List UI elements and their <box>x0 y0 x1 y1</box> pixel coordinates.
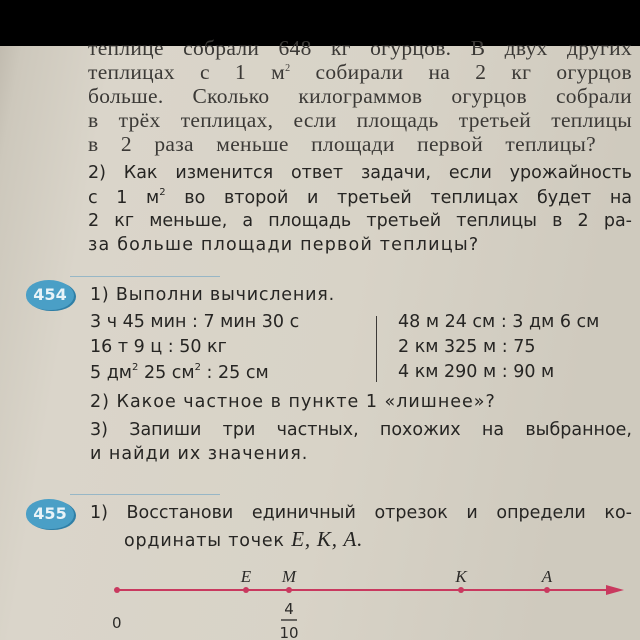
text-line <box>88 187 632 208</box>
superscript: 2 <box>132 362 139 373</box>
expression <box>90 362 269 383</box>
fraction-denominator: 10 <box>279 624 299 640</box>
divider <box>70 494 220 495</box>
expression: 2 км 325 м : 75 <box>398 337 536 357</box>
task-3: 3) Запиши три частных, похожих на выбранное, <box>90 420 632 440</box>
point-m <box>286 587 292 593</box>
point-label-k: K <box>455 567 467 586</box>
point-label-e: E <box>240 567 252 586</box>
text-fragment: во второй и третьей теплицах будет на <box>184 188 632 208</box>
text-line: 2) Как изменится ответ задачи, если урожайность <box>88 163 632 183</box>
expression: 3 ч 45 мин : 7 мин 30 с <box>90 312 300 332</box>
point-label-m: M <box>281 567 297 586</box>
superscript: 2 <box>194 362 201 373</box>
superscript: 2 <box>159 187 166 198</box>
expression: 4 км 290 м : 90 м <box>398 362 555 382</box>
task-1: 1) Выполни вычисления. <box>90 285 335 305</box>
origin-point <box>114 587 120 593</box>
zero-label: 0 <box>112 614 122 632</box>
superscript: 2 <box>285 63 291 74</box>
text-line: теплице собрали 648 кг огурцов. В двух других <box>88 36 632 60</box>
text-fragment: собирали на 2 кг огурцов <box>315 60 632 84</box>
fraction-numerator: 4 <box>284 600 294 618</box>
point-a <box>544 587 550 593</box>
point-k <box>458 587 464 593</box>
problem-number-badge: 455 <box>26 499 74 529</box>
task-1-cont <box>124 527 363 552</box>
number-line <box>0 560 640 640</box>
point-names: E, K, A. <box>291 527 364 551</box>
task-1: 1) Восстанови единичный отрезок и определи ко- <box>90 503 632 523</box>
point-e <box>243 587 249 593</box>
point-label-a: A <box>541 567 553 586</box>
task-2: 2) Какое частное в пункте 1 «лишнее»? <box>90 392 496 412</box>
column-divider <box>376 316 377 382</box>
text-fragment: ординаты точек <box>124 531 285 551</box>
text-fragment: 5 дм <box>90 363 132 383</box>
text-line: 2 кг меньше, а площадь третьей теплицы в 2 ра- <box>88 211 632 231</box>
expression: 16 т 9 ц : 50 кг <box>90 337 227 357</box>
text-line: в трёх теплицах, если площадь третьей теплицы <box>88 108 632 132</box>
text-line: больше. Сколько килограммов огурцов собрали <box>88 84 632 108</box>
problem-number-badge: 454 <box>26 280 74 310</box>
divider <box>70 276 220 277</box>
text-fragment: с 1 м <box>88 188 160 208</box>
text-line: за больше площади первой теплицы? <box>88 235 480 255</box>
task-3-cont: и найди их значения. <box>90 444 309 464</box>
arrow-icon <box>606 585 624 595</box>
expression: 48 м 24 см : 3 дм 6 см <box>398 312 600 332</box>
text-fragment: 25 см <box>138 363 195 383</box>
text-fragment: : 25 см <box>200 363 269 383</box>
text-fragment: теплицах с 1 м <box>88 60 286 84</box>
text-line <box>88 60 632 85</box>
text-line: в 2 раза меньше площади первой теплицы? <box>88 132 596 156</box>
